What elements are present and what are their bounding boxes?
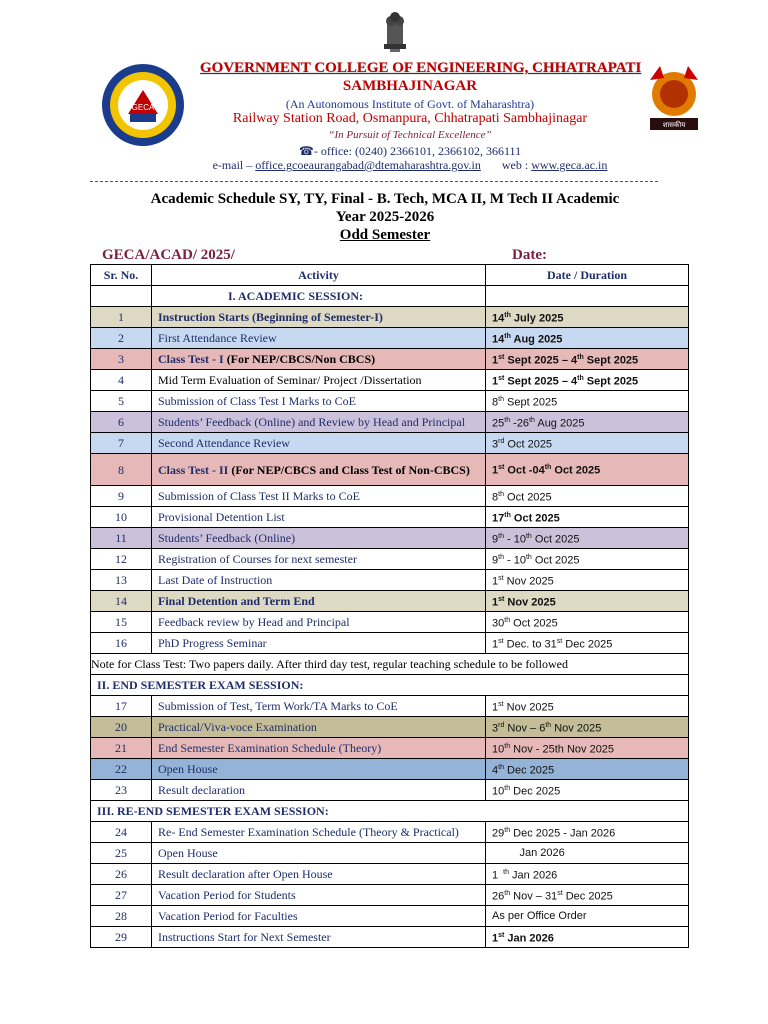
- college-logo-icon: [100, 62, 186, 148]
- section-title: III. RE-END SEMESTER EXAM SESSION:: [91, 801, 689, 822]
- col-header-activity: Activity: [152, 265, 486, 286]
- address-line: Railway Station Road, Osmanpura, Chhatrapati Sambhajinagar: [232, 111, 588, 126]
- table-row: 10 Provisional Detention List 17th Oct 2025: [91, 507, 689, 528]
- autonomous-line: (An Autonomous Institute of Govt. of Maharashtra): [285, 97, 535, 111]
- table-row: 13 Last Date of Instruction 1st Nov 2025: [91, 570, 689, 591]
- table-row: 8 Class Test - II (For NEP/CBCS and Class Test of Non-CBCS) 1st Oct -04th Oct 2025: [91, 454, 689, 486]
- doc-title-line2: Year 2025-2026: [335, 209, 435, 225]
- letterhead: [0, 0, 768, 185]
- table-row: 7 Second Attendance Review 3rd Oct 2025: [91, 433, 689, 454]
- phone-icon: ☎: [298, 144, 314, 158]
- table-row: 28 Vacation Period for Faculties As per Office Order: [91, 906, 689, 927]
- motto-line: “In Pursuit of Technical Excellence”: [328, 129, 492, 141]
- class-test-note: Note for Class Test: Two papers daily. After third day test, regular teaching schedule to be followed: [91, 654, 689, 675]
- svg-text:GECA: GECA: [131, 103, 155, 112]
- section-row-academic: [91, 286, 689, 307]
- table-row: 21 End Semester Examination Schedule (Theory) 10th Nov - 25th Nov 2025: [91, 738, 689, 759]
- schedule-table: [90, 264, 689, 948]
- table-row: 23 Result declaration 10th Dec 2025: [91, 780, 689, 801]
- section-title: II. END SEMESTER EXAM SESSION:: [91, 675, 689, 696]
- table-row: 24 Re- End Semester Examination Schedule (Theory & Practical) 29th Dec 2025 - Jan 2026: [91, 822, 689, 843]
- table-row: 14 Final Detention and Term End 1st Nov 2025: [91, 591, 689, 612]
- table-row: 25 Open House Jan 2026: [91, 843, 689, 864]
- table-row: 9 Submission of Class Test II Marks to CoE 8th Oct 2025: [91, 486, 689, 507]
- college-name-line1: GOVERNMENT COLLEGE OF ENGINEERING, CHHATRAPATI: [200, 60, 642, 76]
- col-header-date: Date / Duration: [486, 265, 689, 286]
- table-row: 22 Open House 4th Dec 2025: [91, 759, 689, 780]
- table-row: 5 Submission of Class Test I Marks to CoE 8th Sept 2025: [91, 391, 689, 412]
- svg-text:शासकीय: शासकीय: [662, 121, 686, 129]
- table-row: 3 Class Test - I (For NEP/CBCS/Non CBCS) 1st Sept 2025 – 4th Sept 2025: [91, 349, 689, 370]
- web-link[interactable]: www.geca.ac.in: [531, 158, 608, 172]
- table-row: 29 Instructions Start for Next Semester 1st Jan 2026: [91, 927, 689, 948]
- national-emblem-icon: [380, 10, 410, 54]
- college-name-line2: SAMBHAJINAGAR: [342, 78, 478, 94]
- section-row-re-end-sem: [91, 801, 689, 822]
- table-row: 20 Practical/Viva-voce Examination 3rd Nov – 6th Nov 2025: [91, 717, 689, 738]
- table-row: 12 Registration of Courses for next semester 9th - 10th Oct 2025: [91, 549, 689, 570]
- table-row: 4 Mid Term Evaluation of Seminar/ Project /Dissertation 1st Sept 2025 – 4th Sept 2025: [91, 370, 689, 391]
- header-divider: [90, 181, 658, 182]
- col-header-sr: Sr. No.: [91, 265, 152, 286]
- table-body: [91, 286, 689, 948]
- table-row: 6 Students’ Feedback (Online) and Review by Head and Principal 25th -26th Aug 2025: [91, 412, 689, 433]
- note-row: [91, 654, 689, 675]
- table-row: 11 Students’ Feedback (Online) 9th - 10th Oct 2025: [91, 528, 689, 549]
- table-row: 27 Vacation Period for Students 26th Nov – 31st Dec 2025: [91, 885, 689, 906]
- section-row-end-sem: [91, 675, 689, 696]
- table-row: 2 First Attendance Review 14th Aug 2025: [91, 328, 689, 349]
- section-title: I. ACADEMIC SESSION:: [152, 286, 486, 307]
- state-seal-icon: [636, 62, 712, 134]
- date-label: Date:: [512, 247, 547, 263]
- doc-title-line1: Academic Schedule SY, TY, Final - B. Tech, MCA II, M Tech II Academic: [150, 191, 620, 207]
- email-link[interactable]: office.gcoeaurangabad@dtemaharashtra.gov.in: [255, 158, 481, 172]
- table-row: 1 Instruction Starts (Beginning of Semester-I) 14th July 2025: [91, 307, 689, 328]
- table-row: 15 Feedback review by Head and Principal 30th Oct 2025: [91, 612, 689, 633]
- table-row: 17 Submission of Test, Term Work/TA Marks to CoE 1st Nov 2025: [91, 696, 689, 717]
- table-header-row: [91, 265, 689, 286]
- phone-line: ☎- office: (0240) 2366101, 2366102, 366111: [298, 144, 522, 158]
- doc-title-line3: Odd Semester: [339, 227, 431, 243]
- table-row: 26 Result declaration after Open House 1 $^{th}$ Jan 2026: [91, 864, 689, 885]
- contact-line: e-mail – office.gcoeaurangabad@dtemaharashtra.gov.in web : www.geca.ac.in: [212, 158, 608, 172]
- table-row: 16 PhD Progress Seminar 1st Dec. to 31st Dec 2025: [91, 633, 689, 654]
- reference-number: GECA/ACAD/ 2025/: [102, 247, 235, 263]
